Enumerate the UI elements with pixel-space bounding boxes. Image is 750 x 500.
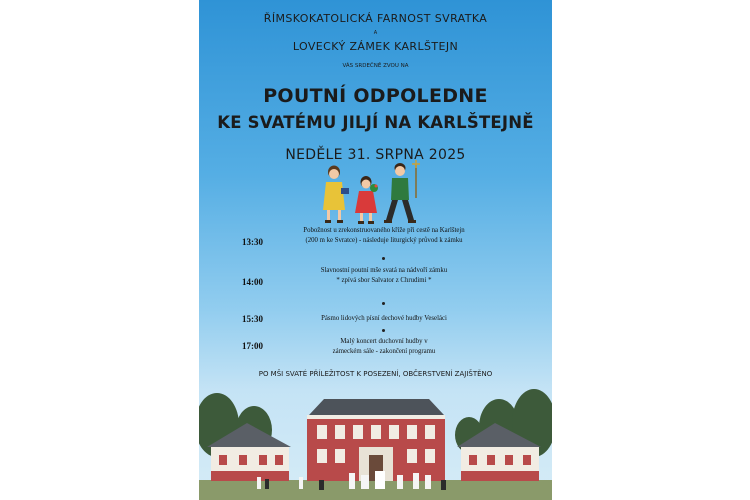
- program-time: 17:00: [242, 341, 263, 351]
- invitation-poster: [199, 0, 552, 500]
- main-building: [307, 399, 445, 481]
- invitation-line: VÁS SRDEČNĚ ZVOU NA: [342, 63, 409, 69]
- program-time: 14:00: [242, 277, 263, 287]
- girl-red-figure: [355, 176, 378, 224]
- organizer-connector: A: [373, 30, 378, 36]
- program-description: Malý koncert duchovní hudby v zámeckém sále - zakončení programu: [332, 338, 436, 355]
- separator-dot: [382, 257, 385, 260]
- program-time: 15:30: [242, 314, 263, 324]
- boy-green-figure: [384, 160, 420, 223]
- girl-yellow-figure: [323, 166, 349, 224]
- children-procession-illustration: [312, 158, 432, 230]
- organizer-parish: ŘÍMSKOKATOLICKÁ FARNOST SVRATKA: [263, 12, 488, 25]
- program-description: Slavnostní poutní mše svatá na nádvoří zámku * zpívá sbor Salvator z Chrudimi *: [320, 267, 448, 284]
- separator-dot: [382, 302, 385, 305]
- event-subtitle: KE SVATÉMU JILJÍ NA KARLŠTEJNĚ: [217, 113, 534, 132]
- event-date: NEDĚLE 31. SRPNA 2025: [285, 147, 466, 163]
- organizer-castle: LOVECKÝ ZÁMEK KARLŠTEJN: [292, 40, 459, 53]
- refreshment-note: PO MŠI SVATÉ PŘÍLEŽITOST K POSEZENÍ, OBČERSTVENÍ ZAJIŠTĚNO: [258, 370, 493, 378]
- separator-dot: [382, 329, 385, 332]
- program-description: Pásmo lidových písní dechové hudby Veseláci: [321, 315, 447, 322]
- program-time: 13:30: [242, 237, 263, 247]
- program-description: Pobožnost u zrekonstruovaného kříže při cestě na Karlštejn (200 m ke Svratce) - následuje liturgický průvod k zámku: [303, 227, 465, 244]
- event-title: POUTNÍ ODPOLEDNE: [263, 85, 488, 107]
- castle-illustration: [199, 385, 552, 500]
